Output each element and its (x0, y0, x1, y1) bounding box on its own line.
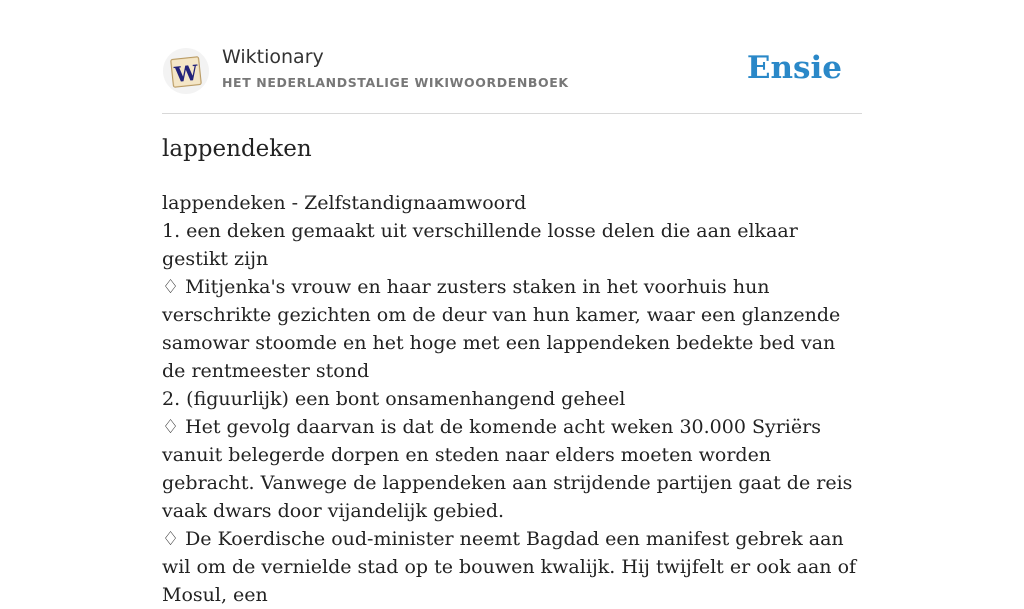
entry-content (162, 189, 862, 609)
site-name[interactable]: Wiktionary (222, 46, 324, 68)
logo-letter: W (173, 59, 200, 88)
page-title: lappendeken (162, 136, 312, 162)
definition-1: 1. een deken gemaakt uit verschillende losse delen die aan elkaar gestikt zijn (162, 220, 798, 270)
entry-heading: lappendeken - Zelfstandignaamwoord (162, 192, 527, 214)
example-2-2: ♢ De Koerdische oud-minister neemt Bagdad een manifest gebrek aan wil om de vernielde stad op te bouwen kwalijk. Hij twijfelt er ook aan of Mosul, een (162, 528, 857, 606)
wiktionary-logo-icon[interactable] (162, 47, 210, 95)
ensie-brand-link[interactable]: Ensie (746, 50, 842, 86)
example-1-1: ♢ Mitjenka's vrouw en haar zusters staken in het voorhuis hun verschrikte gezichten om de deur van hun kamer, waar een glanzende samowar stoomde en het hoge met een lappendeken bedekte bed van de rentmeester stond (162, 276, 841, 382)
site-header (162, 44, 862, 114)
definition-2: 2. (figuurlijk) een bont onsamenhangend geheel (162, 388, 626, 410)
example-2-1: ♢ Het gevolg daarvan is dat de komende acht weken 30.000 Syriërs vanuit belegerde dorpen en steden naar elders moeten worden gebracht. Vanwege de lappendeken aan strijdende partijen gaat de reis vaak dwars door vijandelijk gebied. (162, 416, 853, 522)
site-subtitle: HET NEDERLANDSTALIGE WIKIWOORDENBOEK (222, 75, 569, 90)
